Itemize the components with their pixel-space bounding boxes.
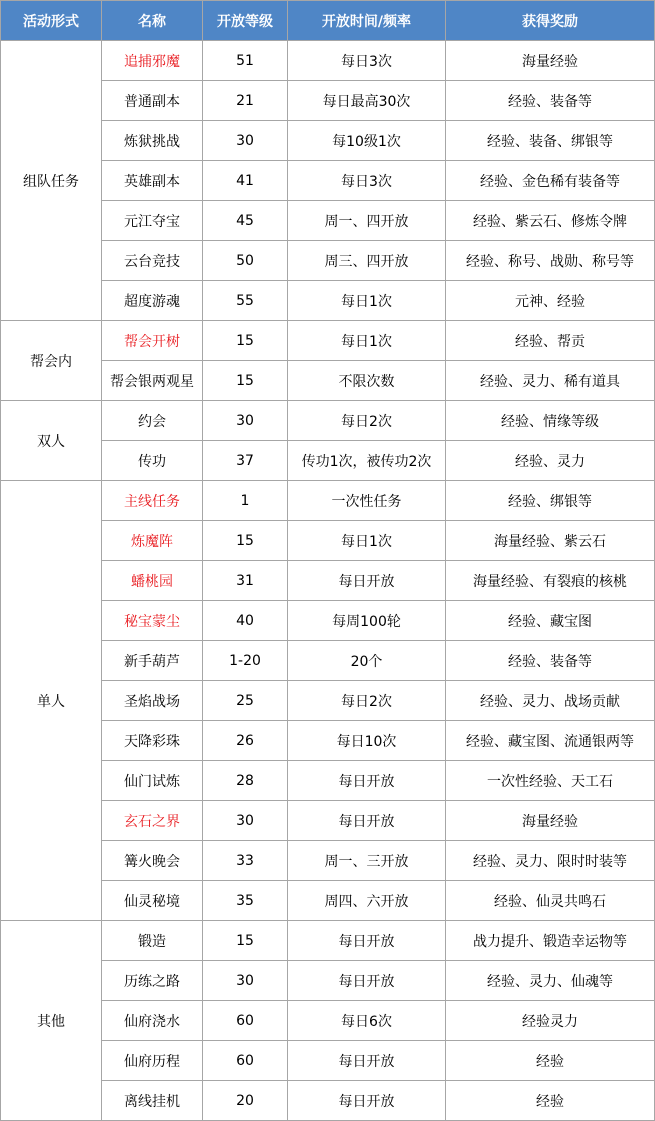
activity-name-cell: 圣焰战场 xyxy=(102,681,203,721)
activity-name-cell: 传功 xyxy=(102,441,203,481)
open-level-cell: 41 xyxy=(203,161,288,201)
activity-name-cell: 炼狱挑战 xyxy=(102,121,203,161)
open-level-cell: 15 xyxy=(203,361,288,401)
open-level-cell: 15 xyxy=(203,321,288,361)
open-level-cell: 51 xyxy=(203,41,288,81)
activity-type-cell: 帮会内 xyxy=(1,321,102,401)
open-level-cell: 1 xyxy=(203,481,288,521)
table-row xyxy=(1,921,655,961)
open-time-cell: 不限次数 xyxy=(288,361,446,401)
table-header-row xyxy=(1,1,655,41)
reward-cell: 海量经验、有裂痕的核桃 xyxy=(446,561,655,601)
activity-name-cell: 篝火晚会 xyxy=(102,841,203,881)
reward-cell: 经验、藏宝图 xyxy=(446,601,655,641)
activity-name-cell: 仙府历程 xyxy=(102,1041,203,1081)
activity-name-cell: 帮会银两观星 xyxy=(102,361,203,401)
open-level-cell: 1-20 xyxy=(203,641,288,681)
reward-cell: 海量经验 xyxy=(446,41,655,81)
open-level-cell: 30 xyxy=(203,401,288,441)
open-time-cell: 每日开放 xyxy=(288,1041,446,1081)
table-row xyxy=(1,321,655,361)
open-level-cell: 25 xyxy=(203,681,288,721)
reward-cell: 经验 xyxy=(446,1041,655,1081)
activity-name-cell: 英雄副本 xyxy=(102,161,203,201)
open-level-cell: 26 xyxy=(203,721,288,761)
open-time-cell: 周一、三开放 xyxy=(288,841,446,881)
activity-name-cell: 玄石之界 xyxy=(102,801,203,841)
activity-type-cell: 双人 xyxy=(1,401,102,481)
open-level-cell: 55 xyxy=(203,281,288,321)
reward-cell: 海量经验、紫云石 xyxy=(446,521,655,561)
activity-name-cell: 普通副本 xyxy=(102,81,203,121)
reward-cell: 经验、灵力、仙魂等 xyxy=(446,961,655,1001)
activity-name-cell: 超度游魂 xyxy=(102,281,203,321)
open-time-cell: 每日3次 xyxy=(288,41,446,81)
open-level-cell: 15 xyxy=(203,921,288,961)
table-body xyxy=(1,41,655,1121)
activity-name-cell: 炼魔阵 xyxy=(102,521,203,561)
open-time-cell: 每日开放 xyxy=(288,801,446,841)
table-row xyxy=(1,481,655,521)
open-time-cell: 每日2次 xyxy=(288,681,446,721)
activity-name-cell: 秘宝蒙尘 xyxy=(102,601,203,641)
activity-name-cell: 历练之路 xyxy=(102,961,203,1001)
header-time: 开放时间/频率 xyxy=(288,1,446,41)
reward-cell: 经验、藏宝图、流通银两等 xyxy=(446,721,655,761)
activity-name-cell: 仙灵秘境 xyxy=(102,881,203,921)
activity-name-cell: 元江夺宝 xyxy=(102,201,203,241)
reward-cell: 经验、金色稀有装备等 xyxy=(446,161,655,201)
reward-cell: 经验、装备等 xyxy=(446,81,655,121)
activity-name-cell: 仙府浇水 xyxy=(102,1001,203,1041)
reward-cell: 经验、装备、绑银等 xyxy=(446,121,655,161)
open-time-cell: 周一、四开放 xyxy=(288,201,446,241)
activity-type-cell: 组队任务 xyxy=(1,41,102,321)
open-level-cell: 21 xyxy=(203,81,288,121)
reward-cell: 经验、紫云石、修炼令牌 xyxy=(446,201,655,241)
reward-cell: 经验、灵力、战场贡献 xyxy=(446,681,655,721)
open-level-cell: 60 xyxy=(203,1041,288,1081)
open-time-cell: 周四、六开放 xyxy=(288,881,446,921)
open-time-cell: 每10级1次 xyxy=(288,121,446,161)
open-time-cell: 20个 xyxy=(288,641,446,681)
activity-name-cell: 天降彩珠 xyxy=(102,721,203,761)
activity-name-cell: 蟠桃园 xyxy=(102,561,203,601)
table-row xyxy=(1,401,655,441)
activity-name-cell: 追捕邪魔 xyxy=(102,41,203,81)
open-time-cell: 每日1次 xyxy=(288,521,446,561)
open-level-cell: 40 xyxy=(203,601,288,641)
open-level-cell: 30 xyxy=(203,121,288,161)
activity-name-cell: 新手葫芦 xyxy=(102,641,203,681)
open-time-cell: 每日开放 xyxy=(288,961,446,1001)
header-level: 开放等级 xyxy=(203,1,288,41)
open-level-cell: 60 xyxy=(203,1001,288,1041)
open-level-cell: 33 xyxy=(203,841,288,881)
reward-cell: 经验、灵力、限时时装等 xyxy=(446,841,655,881)
open-time-cell: 每日开放 xyxy=(288,761,446,801)
reward-cell: 经验、装备等 xyxy=(446,641,655,681)
open-level-cell: 37 xyxy=(203,441,288,481)
header-reward: 获得奖励 xyxy=(446,1,655,41)
reward-cell: 海量经验 xyxy=(446,801,655,841)
open-time-cell: 每周100轮 xyxy=(288,601,446,641)
open-time-cell: 每日3次 xyxy=(288,161,446,201)
open-time-cell: 每日10次 xyxy=(288,721,446,761)
reward-cell: 经验、称号、战勋、称号等 xyxy=(446,241,655,281)
open-time-cell: 周三、四开放 xyxy=(288,241,446,281)
header-type: 活动形式 xyxy=(1,1,102,41)
activity-name-cell: 帮会开树 xyxy=(102,321,203,361)
open-time-cell: 每日1次 xyxy=(288,321,446,361)
reward-cell: 经验、灵力 xyxy=(446,441,655,481)
open-time-cell: 每日开放 xyxy=(288,561,446,601)
open-time-cell: 每日6次 xyxy=(288,1001,446,1041)
activity-name-cell: 云台竞技 xyxy=(102,241,203,281)
activity-name-cell: 约会 xyxy=(102,401,203,441)
activity-name-cell: 离线挂机 xyxy=(102,1081,203,1121)
reward-cell: 经验、帮贡 xyxy=(446,321,655,361)
open-level-cell: 15 xyxy=(203,521,288,561)
open-time-cell: 每日开放 xyxy=(288,1081,446,1121)
activity-name-cell: 锻造 xyxy=(102,921,203,961)
open-level-cell: 30 xyxy=(203,801,288,841)
open-level-cell: 30 xyxy=(203,961,288,1001)
reward-cell: 一次性经验、天工石 xyxy=(446,761,655,801)
activity-type-cell: 其他 xyxy=(1,921,102,1121)
reward-cell: 战力提升、锻造幸运物等 xyxy=(446,921,655,961)
reward-cell: 元神、经验 xyxy=(446,281,655,321)
reward-cell: 经验、仙灵共鸣石 xyxy=(446,881,655,921)
open-time-cell: 每日1次 xyxy=(288,281,446,321)
activity-name-cell: 仙门试炼 xyxy=(102,761,203,801)
reward-cell: 经验 xyxy=(446,1081,655,1121)
open-level-cell: 28 xyxy=(203,761,288,801)
table-row xyxy=(1,41,655,81)
reward-cell: 经验、绑银等 xyxy=(446,481,655,521)
open-time-cell: 每日开放 xyxy=(288,921,446,961)
open-time-cell: 每日最高30次 xyxy=(288,81,446,121)
activity-type-cell: 单人 xyxy=(1,481,102,921)
open-time-cell: 每日2次 xyxy=(288,401,446,441)
open-time-cell: 一次性任务 xyxy=(288,481,446,521)
reward-cell: 经验、情缘等级 xyxy=(446,401,655,441)
reward-cell: 经验灵力 xyxy=(446,1001,655,1041)
activity-name-cell: 主线任务 xyxy=(102,481,203,521)
open-time-cell: 传功1次，被传功2次 xyxy=(288,441,446,481)
open-level-cell: 50 xyxy=(203,241,288,281)
reward-cell: 经验、灵力、稀有道具 xyxy=(446,361,655,401)
open-level-cell: 20 xyxy=(203,1081,288,1121)
open-level-cell: 31 xyxy=(203,561,288,601)
open-level-cell: 45 xyxy=(203,201,288,241)
open-level-cell: 35 xyxy=(203,881,288,921)
header-name: 名称 xyxy=(102,1,203,41)
